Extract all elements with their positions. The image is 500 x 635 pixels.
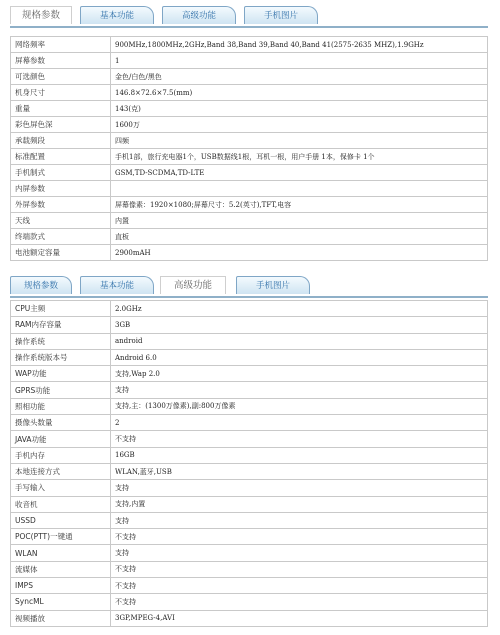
spec-label: 视频播放 [11,610,111,626]
spec-label: 屏幕参数 [11,53,111,69]
spec-value: 不支持 [111,578,488,594]
table-row [11,149,488,165]
tab-phone-images[interactable]: 手机图片 [244,6,318,24]
spec-label: USSD [11,512,111,528]
table-row [11,117,488,133]
spec-value: 支持 [111,512,488,528]
spec-label: 机身尺寸 [11,85,111,101]
spec-value: 内置 [111,213,488,229]
spec-label: 重量 [11,101,111,117]
spec-value: 2.0GHz [111,301,488,317]
spec-value: WLAN,蓝牙,USB [111,463,488,479]
table-row [11,349,488,365]
advanced-functions-table [10,300,488,627]
table-row [11,333,488,349]
table-row [11,447,488,463]
spec-value: 支持,Wap 2.0 [111,366,488,382]
spec-value: 金色/白色/黑色 [111,69,488,85]
spec-tab-bar [10,4,488,28]
spec-value: 900MHz,1800MHz,2GHz,Band 38,Band 39,Band 40,Band 41(2575-2635 MHZ),1.9GHz [111,37,488,53]
tab-basic-functions[interactable]: 基本功能 [80,6,154,24]
spec-label: GPRS功能 [11,382,111,398]
spec-label: WAP功能 [11,366,111,382]
spec-params-table [10,36,488,261]
table-row [11,133,488,149]
table-row [11,496,488,512]
spec-value: 1 [111,53,488,69]
spec-value: 支持 [111,480,488,496]
spec-label: 摄像头数量 [11,415,111,431]
spec-label: 操作系统版本号 [11,349,111,365]
table-row [11,480,488,496]
table-row [11,512,488,528]
table-row [11,245,488,261]
table-row [11,101,488,117]
spec-value: 3GP,MPEG-4,AVI [111,610,488,626]
table-row [11,415,488,431]
table-row [11,197,488,213]
table-row [11,317,488,333]
spec-value: 146.8×72.6×7.5(mm) [111,85,488,101]
table-row [11,545,488,561]
table-row [11,578,488,594]
tab-spec-params-2[interactable]: 规格参数 [10,276,72,294]
spec-label: JAVA功能 [11,431,111,447]
spec-value: android [111,333,488,349]
spec-value: 手机1部，旅行充电器1个，USB数据线1根，耳机一根，用户手册 1本，保修卡 1个 [111,149,488,165]
table-row [11,213,488,229]
spec-value: GSM,TD-SCDMA,TD-LTE [111,165,488,181]
spec-value: 四频 [111,133,488,149]
spec-value: 支持 [111,382,488,398]
spec-label: 照相功能 [11,398,111,414]
spec-label: SyncML [11,594,111,610]
spec-label: 操作系统 [11,333,111,349]
spec-label: CPU主频 [11,301,111,317]
spec-value: 屏幕像素：1920×1080;屏幕尺寸：5.2(英寸),TFT,电容 [111,197,488,213]
table-row [11,301,488,317]
spec-label: 天线 [11,213,111,229]
spec-value: 143(克) [111,101,488,117]
spec-label: 外屏参数 [11,197,111,213]
spec-value: 16GB [111,447,488,463]
spec-value: 不支持 [111,561,488,577]
spec-label: POC(PTT)一键通 [11,529,111,545]
table-row [11,69,488,85]
table-row [11,431,488,447]
table-row [11,366,488,382]
table-row [11,181,488,197]
spec-label: 手机制式 [11,165,111,181]
table-row [11,610,488,626]
spec-label: 终端款式 [11,229,111,245]
spec-value: 2 [111,415,488,431]
spec-label: 内屏参数 [11,181,111,197]
tab-phone-images-2[interactable]: 手机图片 [236,276,310,294]
spec-label: 手机内存 [11,447,111,463]
table-row [11,463,488,479]
table-row [11,398,488,414]
table-row [11,594,488,610]
table-row [11,165,488,181]
spec-label: 收音机 [11,496,111,512]
spec-value: 1600万 [111,117,488,133]
spec-value: 支持 [111,545,488,561]
tab-advanced-functions[interactable]: 高级功能 [162,6,236,24]
spec-value: 不支持 [111,594,488,610]
spec-value: 不支持 [111,529,488,545]
spec-value: 2900mAH [111,245,488,261]
spec-label: RAM内存容量 [11,317,111,333]
spec-label: 网络频率 [11,37,111,53]
tab-advanced-functions-2[interactable]: 高级功能 [160,276,226,294]
spec-value: 支持,主：(1300万像素),副:800万像素 [111,398,488,414]
spec-label: 电池额定容量 [11,245,111,261]
table-row [11,53,488,69]
advanced-tab-bar [10,274,488,298]
spec-label: 可选颜色 [11,69,111,85]
spec-value [111,181,488,197]
spec-label: WLAN [11,545,111,561]
spec-label: 流媒体 [11,561,111,577]
tab-basic-functions-2[interactable]: 基本功能 [80,276,154,294]
table-row [11,85,488,101]
tab-spec-params[interactable]: 规格参数 [10,6,72,24]
spec-label: 手写输入 [11,480,111,496]
spec-value: Android 6.0 [111,349,488,365]
spec-label: 标准配置 [11,149,111,165]
table-row [11,561,488,577]
table-row [11,529,488,545]
spec-value: 3GB [111,317,488,333]
spec-label: 本地连接方式 [11,463,111,479]
spec-label: 彩色屏色深 [11,117,111,133]
spec-label: 承载频段 [11,133,111,149]
table-row [11,382,488,398]
table-row [11,37,488,53]
spec-label: IMPS [11,578,111,594]
table-row [11,229,488,245]
spec-value: 直板 [111,229,488,245]
spec-value: 不支持 [111,431,488,447]
spec-value: 支持,内置 [111,496,488,512]
